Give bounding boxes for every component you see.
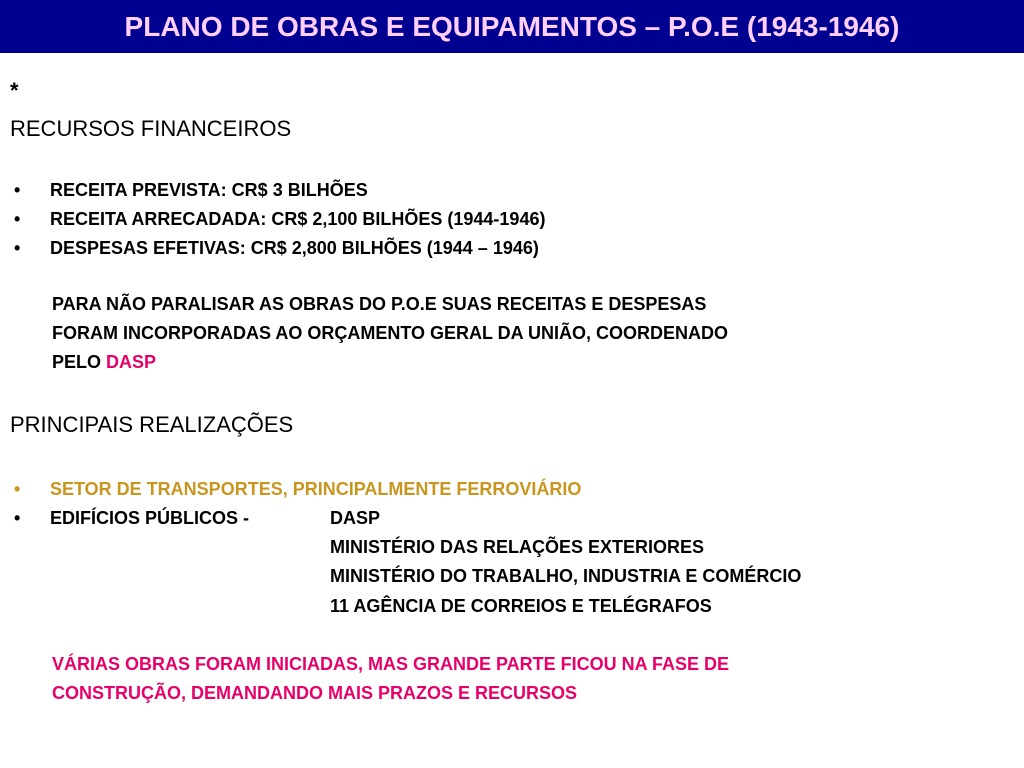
slide-title: PLANO DE OBRAS E EQUIPAMENTOS – P.O.E (1943-1946) xyxy=(124,11,900,42)
recursos-paragraph-line-2: FORAM INCORPORADAS AO ORÇAMENTO GERAL DA UNIÃO, COORDENADO xyxy=(52,323,729,343)
recursos-paragraph-line-1: PARA NÃO PARALISAR AS OBRAS DO P.O.E SUAS RECEITAS E DESPESAS xyxy=(52,294,707,314)
bullet-marker: • xyxy=(14,180,21,200)
edificios-item-4: 11 AGÊNCIA DE CORREIOS E TELÉGRAFOS xyxy=(330,596,712,616)
asterisk: * xyxy=(10,78,19,103)
bullet-marker: • xyxy=(14,238,21,258)
bullet-marker: • xyxy=(14,209,21,229)
recursos-bullet-1: RECEITA PREVISTA: CR$ 3 BILHÕES xyxy=(50,180,368,200)
realizacoes-transportes: SETOR DE TRANSPORTES, PRINCIPALMENTE FERROVIÁRIO xyxy=(50,479,582,499)
edificios-label: EDIFÍCIOS PÚBLICOS - xyxy=(50,508,250,528)
edificios-item-3: MINISTÉRIO DO TRABALHO, INDUSTRIA E COMÉRCIO xyxy=(330,566,802,586)
dasp-highlight: DASP xyxy=(106,352,157,372)
edificios-item-1: DASP xyxy=(330,508,381,528)
edificios-item-2: MINISTÉRIO DAS RELAÇÕES EXTERIORES xyxy=(330,537,705,557)
conclusion-line-2: CONSTRUÇÃO, DEMANDANDO MAIS PRAZOS E RECURSOS xyxy=(52,683,578,703)
bullet-marker: • xyxy=(14,479,21,499)
conclusion-line-1: VÁRIAS OBRAS FORAM INICIADAS, MAS GRANDE PARTE FICOU NA FASE DE xyxy=(52,654,730,674)
title-bar xyxy=(0,0,1024,53)
bullet-marker: • xyxy=(14,508,21,528)
recursos-paragraph-line-3 xyxy=(52,352,156,373)
realizacoes-heading: PRINCIPAIS REALIZAÇÕES xyxy=(10,412,294,437)
recursos-bullet-2: RECEITA ARRECADADA: CR$ 2,100 BILHÕES (1944-1946) xyxy=(50,209,546,229)
recursos-bullet-3: DESPESAS EFETIVAS: CR$ 2,800 BILHÕES (1944 – 1946) xyxy=(50,238,539,258)
paragraph-prefix: PELO xyxy=(52,352,107,372)
recursos-heading: RECURSOS FINANCEIROS xyxy=(10,116,292,141)
